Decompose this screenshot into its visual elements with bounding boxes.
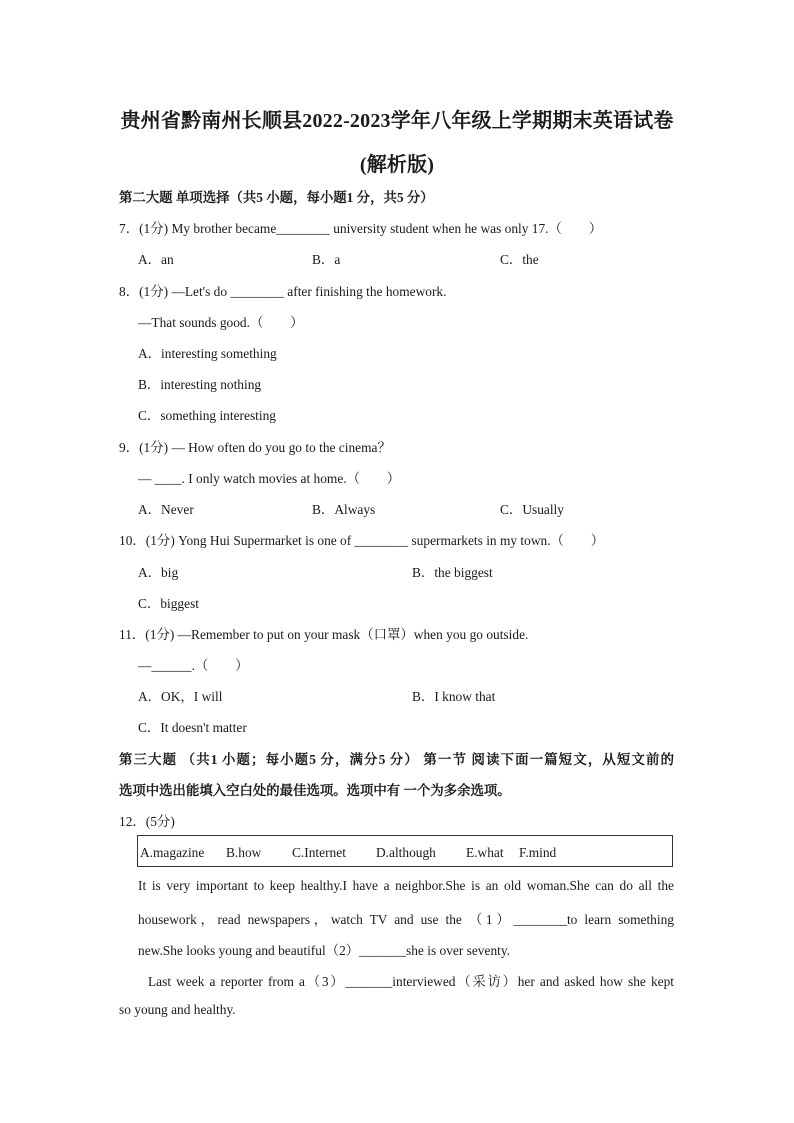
question-8-option-c[interactable]: C．something interesting [138,408,276,423]
word-bank-box [137,835,673,867]
passage-line: so young and healthy. [119,1002,236,1017]
page-title: 贵州省黔南州长顺县2022-2023学年八年级上学期期末英语试卷 [120,110,674,132]
question-9-option-b[interactable]: B．Always [312,502,376,517]
passage-line: It is very important to keep healthy.I have a neighbor.She is an old woman.She can do all the [138,878,674,893]
question-9-stem: 9．(1分) — How often do you go to the cinema？ [119,440,391,455]
question-9-option-c[interactable]: C．Usually [500,502,564,517]
question-7-option-a[interactable]: A．an [138,252,174,267]
passage-line: Last week a reporter from a（3）_______interviewed（采访）her and asked how she kept [148,974,674,989]
word-bank-option-f: F.mind [519,845,557,860]
word-bank-option-c: C.Internet [292,845,346,860]
question-10-option-c[interactable]: C．biggest [138,596,200,611]
word-bank-option-e: E.what [466,845,504,860]
question-7-option-c[interactable]: C．the [500,252,539,267]
word-bank-option-d: D.although [376,845,436,860]
question-11-option-a[interactable]: A．OK，I will [138,689,223,704]
question-11-option-b[interactable]: B．I know that [412,689,496,704]
passage-line: new.She looks young and beautiful（2）_______she is over seventy. [138,943,511,958]
question-8-stem-reply: —That sounds good.（ ） [138,315,304,330]
question-11-stem-reply: —______.（ ） [138,658,249,673]
question-10-option-b[interactable]: B．the biggest [412,565,493,580]
word-bank-option-b: B.how [226,845,262,860]
question-8-option-b[interactable]: B．interesting nothing [138,377,262,392]
question-12-stem: 12．(5分) [119,814,175,829]
question-10-stem: 10．(1分) Yong Hui Supermarket is one of ________ supermarkets in my town.（ ） [119,533,605,548]
passage-line: housework，read newspapers，watch TV and use the （1）________to learn something [138,912,674,927]
question-11-stem: 11．(1分) —Remember to put on your mask（口罩）when you go outside. [119,627,529,642]
question-10-option-a[interactable]: A．big [138,565,179,580]
question-9-option-a[interactable]: A．Never [138,502,194,517]
section-3-heading-cont: 选项中选出能填入空白处的最佳选项。选项中有 一个为多余选项。 [119,783,511,798]
question-9-stem-reply: — ____. I only watch movies at home.（ ） [138,471,401,486]
section-2-heading: 第二大题 单项选择（共5 小题，每小题1 分，共5 分） [119,190,434,205]
word-bank-option-a: A.magazine [140,845,205,860]
question-7-option-b[interactable]: B．a [312,252,341,267]
question-8-stem: 8．(1分) —Let's do ________ after finishing the homework. [119,284,447,299]
question-8-option-a[interactable]: A．interesting something [138,346,277,361]
page-subtitle: (解析版) [359,154,435,176]
question-7-stem: 7．(1分) My brother became________ university student when he was only 17.（ ） [119,221,603,236]
question-11-option-c[interactable]: C．It doesn't matter [138,720,247,735]
section-3-heading: 第三大题 （共1 小题；每小题5 分，满分5 分） 第一节 阅读下面一篇短文，从短文前的 [119,752,674,767]
